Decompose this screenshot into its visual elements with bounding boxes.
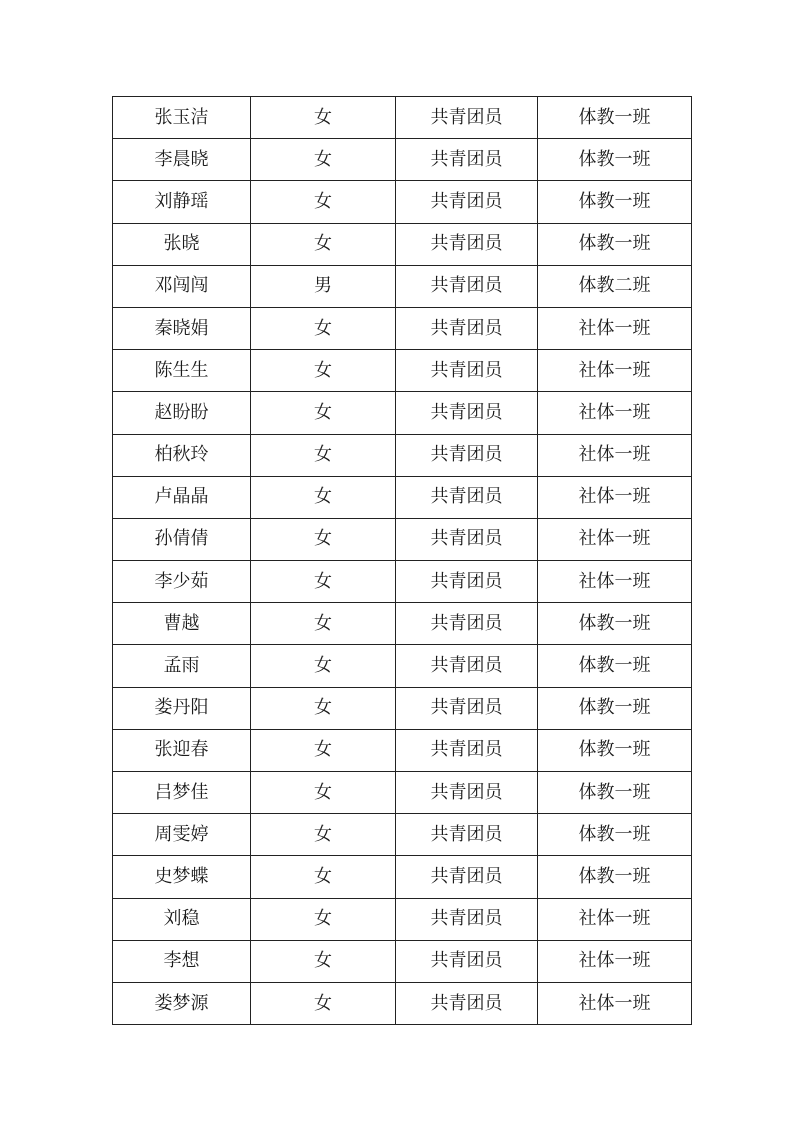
name-cell: 刘静瑶 — [113, 181, 251, 223]
table-row — [113, 181, 692, 223]
class-cell: 社体一班 — [538, 434, 692, 476]
gender-cell: 女 — [251, 645, 396, 687]
class-cell: 体教一班 — [538, 97, 692, 139]
table-row — [113, 392, 692, 434]
roster-table-body — [113, 97, 692, 1025]
table-row — [113, 940, 692, 982]
table-row — [113, 139, 692, 181]
name-cell: 周雯婷 — [113, 814, 251, 856]
gender-cell: 女 — [251, 729, 396, 771]
name-cell: 张迎春 — [113, 729, 251, 771]
class-cell: 体教一班 — [538, 223, 692, 265]
gender-cell: 女 — [251, 476, 396, 518]
class-cell: 体教一班 — [538, 645, 692, 687]
class-cell: 体教一班 — [538, 814, 692, 856]
gender-cell: 女 — [251, 982, 396, 1024]
political-status-cell: 共青团员 — [396, 476, 538, 518]
political-status-cell: 共青团员 — [396, 139, 538, 181]
political-status-cell: 共青团员 — [396, 392, 538, 434]
class-cell: 社体一班 — [538, 307, 692, 349]
political-status-cell: 共青团员 — [396, 729, 538, 771]
political-status-cell: 共青团员 — [396, 97, 538, 139]
class-cell: 体教二班 — [538, 265, 692, 307]
class-cell: 体教一班 — [538, 603, 692, 645]
political-status-cell: 共青团员 — [396, 561, 538, 603]
political-status-cell: 共青团员 — [396, 350, 538, 392]
gender-cell: 女 — [251, 223, 396, 265]
name-cell: 娄丹阳 — [113, 687, 251, 729]
gender-cell: 女 — [251, 856, 396, 898]
class-cell: 社体一班 — [538, 898, 692, 940]
name-cell: 陈生生 — [113, 350, 251, 392]
gender-cell: 女 — [251, 97, 396, 139]
table-row — [113, 772, 692, 814]
political-status-cell: 共青团员 — [396, 687, 538, 729]
name-cell: 孙倩倩 — [113, 518, 251, 560]
table-row — [113, 223, 692, 265]
table-row — [113, 476, 692, 518]
name-cell: 秦晓娟 — [113, 307, 251, 349]
class-cell: 体教一班 — [538, 772, 692, 814]
gender-cell: 男 — [251, 265, 396, 307]
political-status-cell: 共青团员 — [396, 434, 538, 476]
name-cell: 史梦蝶 — [113, 856, 251, 898]
political-status-cell: 共青团员 — [396, 814, 538, 856]
table-row — [113, 898, 692, 940]
name-cell: 曹越 — [113, 603, 251, 645]
class-cell: 社体一班 — [538, 392, 692, 434]
name-cell: 孟雨 — [113, 645, 251, 687]
gender-cell: 女 — [251, 772, 396, 814]
class-cell: 体教一班 — [538, 139, 692, 181]
table-row — [113, 687, 692, 729]
political-status-cell: 共青团员 — [396, 223, 538, 265]
class-cell: 体教一班 — [538, 687, 692, 729]
gender-cell: 女 — [251, 434, 396, 476]
political-status-cell: 共青团员 — [396, 898, 538, 940]
table-row — [113, 729, 692, 771]
name-cell: 吕梦佳 — [113, 772, 251, 814]
gender-cell: 女 — [251, 687, 396, 729]
table-row — [113, 518, 692, 560]
political-status-cell: 共青团员 — [396, 307, 538, 349]
gender-cell: 女 — [251, 898, 396, 940]
political-status-cell: 共青团员 — [396, 856, 538, 898]
table-row — [113, 97, 692, 139]
name-cell: 赵盼盼 — [113, 392, 251, 434]
class-cell: 体教一班 — [538, 729, 692, 771]
gender-cell: 女 — [251, 518, 396, 560]
gender-cell: 女 — [251, 181, 396, 223]
class-cell: 社体一班 — [538, 940, 692, 982]
table-row — [113, 603, 692, 645]
gender-cell: 女 — [251, 392, 396, 434]
class-cell: 体教一班 — [538, 181, 692, 223]
name-cell: 卢晶晶 — [113, 476, 251, 518]
political-status-cell: 共青团员 — [396, 772, 538, 814]
table-row — [113, 856, 692, 898]
name-cell: 柏秋玲 — [113, 434, 251, 476]
name-cell: 李少茹 — [113, 561, 251, 603]
gender-cell: 女 — [251, 139, 396, 181]
table-row — [113, 307, 692, 349]
name-cell: 刘稳 — [113, 898, 251, 940]
table-row — [113, 645, 692, 687]
table-row — [113, 265, 692, 307]
class-cell: 社体一班 — [538, 982, 692, 1024]
name-cell: 娄梦源 — [113, 982, 251, 1024]
table-row — [113, 982, 692, 1024]
class-cell: 社体一班 — [538, 476, 692, 518]
class-cell: 社体一班 — [538, 561, 692, 603]
table-row — [113, 434, 692, 476]
gender-cell: 女 — [251, 940, 396, 982]
name-cell: 李晨晓 — [113, 139, 251, 181]
name-cell: 邓闯闯 — [113, 265, 251, 307]
gender-cell: 女 — [251, 814, 396, 856]
table-row — [113, 814, 692, 856]
class-cell: 体教一班 — [538, 856, 692, 898]
member-roster-table — [112, 96, 692, 1025]
political-status-cell: 共青团员 — [396, 181, 538, 223]
name-cell: 李想 — [113, 940, 251, 982]
table-row — [113, 350, 692, 392]
political-status-cell: 共青团员 — [396, 940, 538, 982]
gender-cell: 女 — [251, 561, 396, 603]
political-status-cell: 共青团员 — [396, 518, 538, 560]
gender-cell: 女 — [251, 350, 396, 392]
political-status-cell: 共青团员 — [396, 982, 538, 1024]
class-cell: 社体一班 — [538, 518, 692, 560]
gender-cell: 女 — [251, 603, 396, 645]
political-status-cell: 共青团员 — [396, 645, 538, 687]
gender-cell: 女 — [251, 307, 396, 349]
political-status-cell: 共青团员 — [396, 603, 538, 645]
political-status-cell: 共青团员 — [396, 265, 538, 307]
table-row — [113, 561, 692, 603]
name-cell: 张晓 — [113, 223, 251, 265]
class-cell: 社体一班 — [538, 350, 692, 392]
name-cell: 张玉洁 — [113, 97, 251, 139]
